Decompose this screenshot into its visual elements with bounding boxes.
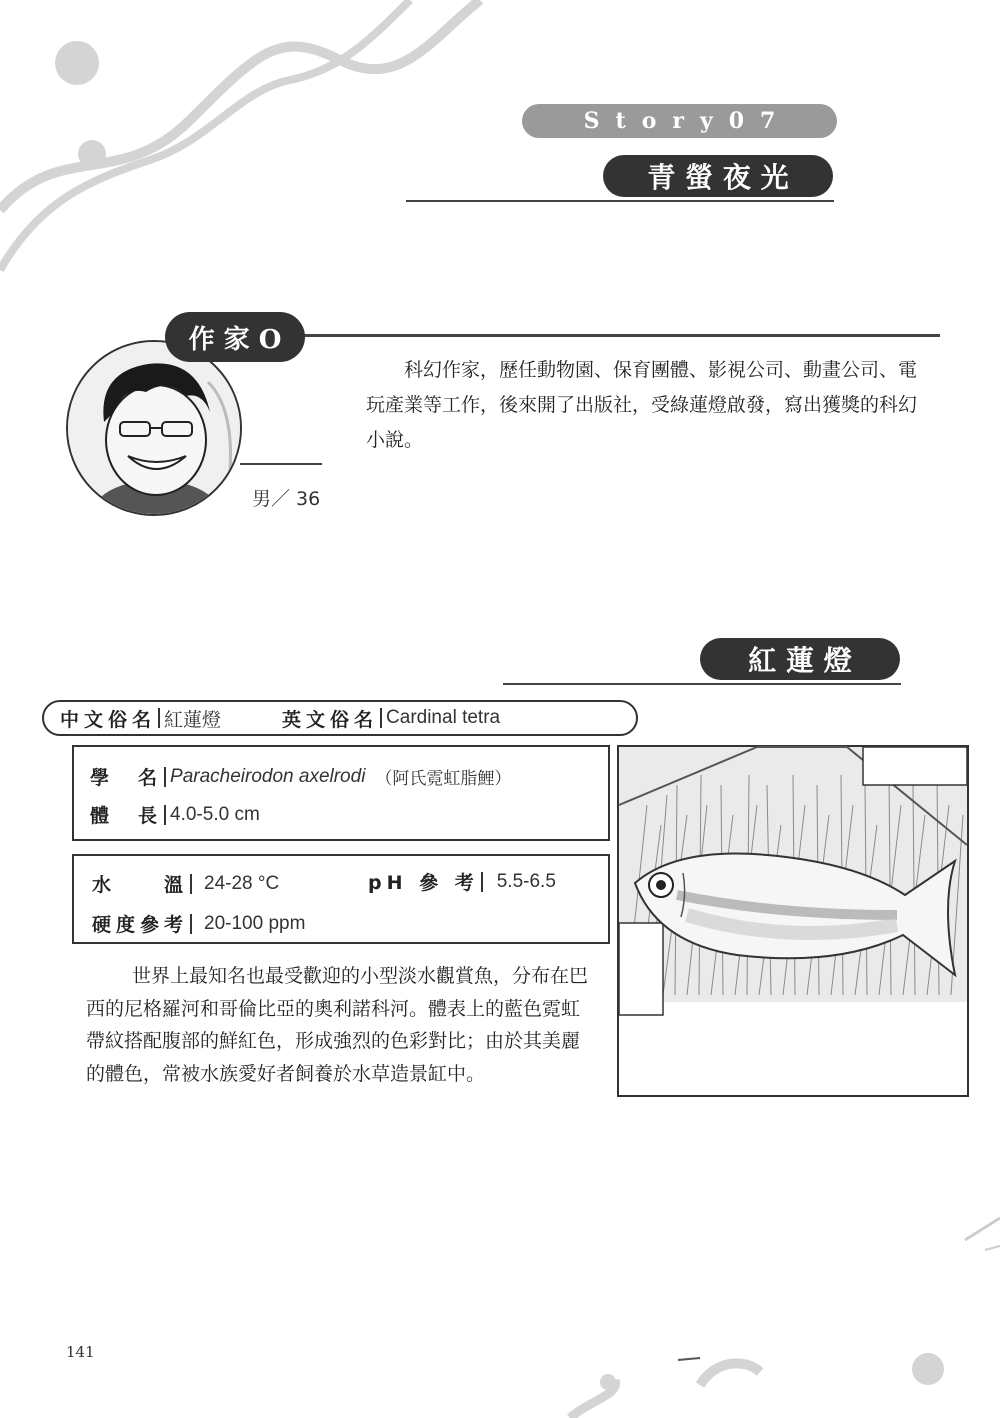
separator	[481, 872, 483, 892]
separator	[158, 708, 160, 728]
separator	[164, 805, 166, 825]
meta-rule	[240, 463, 322, 465]
author-gender-age: 男／ 36	[252, 488, 321, 510]
author-name: 作 家 O	[165, 312, 305, 362]
length-label: 體 長	[90, 805, 163, 827]
environment-box	[72, 854, 610, 944]
author-avatar	[66, 340, 242, 516]
story-number-label: Story07	[522, 104, 837, 138]
temperature-value: 24-28 °C	[204, 872, 280, 894]
separator	[190, 874, 192, 894]
fish-title: 紅 蓮 燈	[700, 638, 900, 680]
chinese-name-label: 中文俗名	[60, 708, 157, 731]
author-section-rule	[300, 334, 940, 337]
hardness-label: 硬度參考	[92, 914, 189, 936]
common-names-bar	[42, 700, 638, 736]
page-number: 141	[66, 1343, 95, 1361]
english-name-label: 英文俗名	[282, 708, 379, 731]
decor-dot	[912, 1353, 944, 1385]
ph-value: 5.5-6.5	[496, 870, 556, 892]
ph-label: pH 參 考	[368, 872, 479, 894]
chinese-name: 紅蓮燈	[164, 708, 222, 731]
separator	[190, 914, 192, 934]
scientific-name: Paracheirodon axelrodi	[170, 765, 366, 787]
decor-dot	[55, 41, 99, 85]
temperature-label: 水 溫	[92, 874, 189, 896]
scientific-name-note: （阿氏霓虹脂鯉）	[375, 769, 512, 789]
story-title: 青 螢 夜 光	[603, 155, 833, 197]
hardness-value: 20-100 ppm	[204, 912, 306, 934]
decor-dot	[78, 140, 106, 168]
scientific-name-label: 學 名	[90, 767, 163, 789]
length-value: 4.0-5.0 cm	[170, 803, 260, 825]
fish-description: 世界上最知名也最受歡迎的小型淡水觀賞魚，分布在巴西的尼格羅河和哥倫比亞的奧利諾科河。體表上的藍色霓虹帶紋搭配腹部的鮮紅色，形成強烈的色彩對比；由於其美麗的體色，常被水族愛好者飼養於水草造景缸中。	[86, 965, 589, 1085]
english-name: Cardinal tetra	[386, 707, 501, 728]
title-underline	[406, 200, 834, 202]
cardinal-tetra-illustration	[617, 745, 969, 1097]
author-description: 科幻作家，歷任動物園、保育團體、影視公司、動畫公司、電玩產業等工作，後來開了出版社，受綠蓮燈啟發，寫出獲獎的科幻小說。	[366, 359, 918, 451]
separator	[380, 708, 382, 728]
taxonomy-box	[72, 745, 610, 841]
fish-title-underline	[503, 683, 901, 685]
separator	[164, 767, 166, 787]
